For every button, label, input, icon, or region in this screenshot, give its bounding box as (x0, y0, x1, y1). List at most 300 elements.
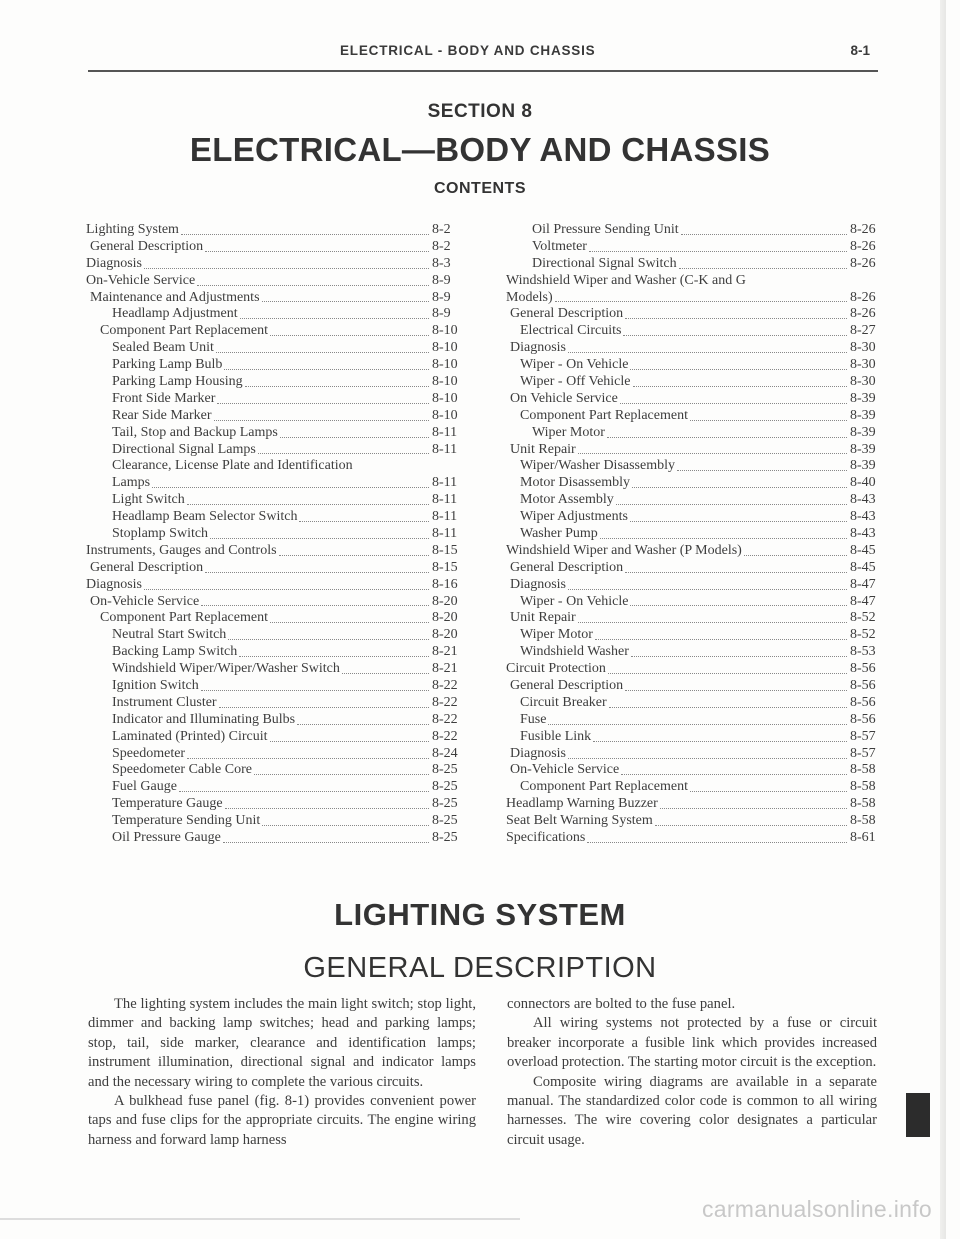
toc-entry-page: 8-26 (850, 289, 876, 305)
toc-leader-dots (621, 773, 847, 775)
toc-entry (506, 222, 876, 239)
toc-leader-dots (299, 520, 429, 522)
toc-entry-label: Stoplamp Switch (112, 526, 209, 542)
toc-entry (506, 695, 876, 712)
toc-entry (506, 374, 876, 391)
toc-leader-dots (224, 368, 429, 370)
toc-leader-dots (625, 571, 847, 573)
toc-entry (86, 374, 458, 391)
toc-entry (506, 256, 876, 273)
toc-entry (506, 763, 876, 780)
toc-leader-dots (181, 233, 429, 235)
toc-entry-page: 8-47 (850, 593, 876, 609)
body-left-column (88, 995, 476, 1150)
toc-entry-label: Fuse (520, 711, 547, 727)
body-paragraph: connectors are bolted to the fuse panel. (507, 996, 736, 1012)
toc-leader-dots (217, 402, 429, 404)
toc-entry (506, 560, 876, 577)
toc-leader-dots (152, 486, 429, 488)
page-bottom-shadow (0, 1218, 520, 1220)
toc-leader-dots (201, 604, 429, 606)
toc-entry-page: 8-45 (850, 542, 876, 558)
toc-entry-label: Wiper Motor (520, 627, 593, 643)
toc-entry-label: Voltmeter (532, 238, 587, 254)
toc-entry (86, 594, 458, 611)
section-label: SECTION 8 (427, 101, 533, 122)
toc-leader-dots (205, 250, 429, 252)
toc-entry-page: 8-39 (850, 424, 876, 440)
toc-entry-page: 8-58 (850, 796, 876, 812)
toc-entry-label: Electrical Circuits (520, 323, 622, 339)
toc-leader-dots (201, 689, 429, 691)
toc-entry-page: 8-20 (432, 593, 458, 609)
toc-entry-page: 8-10 (432, 374, 458, 389)
toc-entry (506, 594, 876, 611)
toc-entry-page: 8-43 (850, 526, 876, 542)
toc-entry-label: Oil Pressure Gauge (112, 830, 221, 846)
toc-entry (506, 306, 876, 323)
toc-entry (506, 357, 876, 374)
body-right-column (507, 995, 877, 1150)
toc-entry-page: 8-39 (850, 390, 876, 406)
toc-entry-label: Temperature Gauge (112, 796, 223, 812)
toc-leader-dots (593, 740, 847, 742)
toc-entry (506, 746, 876, 763)
toc-leader-dots (600, 537, 847, 539)
toc-entry (86, 644, 458, 661)
toc-entry (506, 290, 876, 307)
toc-entry (86, 560, 458, 577)
toc-leader-dots (187, 503, 429, 505)
toc-entry-label: Laminated (Printed) Circuit (112, 728, 268, 744)
toc-leader-dots (630, 368, 847, 370)
toc-entry-label: Lighting System (86, 221, 179, 237)
toc-entry-page: 8-22 (432, 711, 458, 727)
toc-entry (506, 492, 876, 509)
toc-entry-page: 8-24 (432, 745, 458, 761)
toc-entry (506, 779, 876, 796)
toc-entry (506, 408, 876, 425)
toc-entry-label: Instrument Cluster (112, 694, 217, 710)
body-paragraph: A bulkhead fuse panel (fig. 8-1) provides convenient power taps and fuse clips for the appropriate circuits. The engine wiring harness and forward lamp harness (88, 1093, 476, 1148)
contents-label: CONTENTS (434, 180, 526, 197)
toc-entry-label: Windshield Wiper and Washer (P Models) (506, 542, 742, 558)
toc-entry-page: 8-11 (432, 509, 458, 525)
toc-entry-label: Component Part Replacement (100, 610, 268, 626)
toc-entry (506, 729, 876, 746)
header-rule (88, 70, 878, 72)
toc-entry-page: 8-25 (432, 813, 458, 829)
body-paragraph: Composite wiring diagrams are available in a separate manual. The standardized color code is common to all wiring harnesses. The wire covering color designates a particular circuit usage. (507, 1073, 877, 1148)
toc-entry-label: Headlamp Beam Selector Switch (112, 509, 298, 525)
toc-entry-label: Fuel Gauge (112, 779, 177, 795)
toc-entry-page: 8-22 (432, 678, 458, 694)
toc-entry (86, 222, 458, 239)
toc-entry-page: 8-22 (432, 694, 458, 710)
toc-leader-dots (144, 267, 429, 269)
toc-entry-label: Component Part Replacement (520, 779, 688, 795)
toc-entry-label: Specifications (506, 830, 586, 846)
toc-leader-dots (620, 402, 847, 404)
toc-entry-page: 8-57 (850, 745, 876, 761)
toc-leader-dots (197, 284, 429, 286)
toc-leader-dots (258, 452, 429, 454)
toc-entry-label: General Description (510, 306, 624, 322)
toc-entry-page: 8-22 (432, 728, 458, 744)
toc-entry (86, 475, 458, 492)
toc-entry-label: Unit Repair (510, 441, 576, 457)
toc-leader-dots (632, 486, 847, 488)
toc-leader-dots (254, 773, 429, 775)
toc-right-column (506, 222, 876, 847)
toc-entry-label: Ignition Switch (112, 678, 199, 694)
toc-entry-label: Wiper - On Vehicle (520, 357, 629, 373)
toc-entry-label: Component Part Replacement (520, 407, 688, 423)
toc-entry (506, 239, 876, 256)
toc-entry-page: 8-26 (850, 255, 876, 271)
toc-entry-page: 8-21 (432, 661, 458, 677)
toc-entry-label: Maintenance and Adjustments (90, 289, 260, 305)
toc-entry (506, 543, 876, 560)
toc-entry (506, 526, 876, 543)
toc-leader-dots (633, 385, 848, 387)
toc-entry-page: 8-15 (432, 559, 458, 575)
toc-entry-page: 8-56 (850, 678, 876, 694)
body-paragraph: All wiring systems not protected by a fuse or circuit breaker incorporate a fusible link which provides increased overload protection. The starting motor circuit is the exception. (507, 1015, 877, 1071)
toc-entry-label: Washer Pump (520, 526, 598, 542)
toc-entry-label: Seat Belt Warning System (506, 813, 653, 829)
toc-entry-label: Wiper - Off Vehicle (520, 374, 631, 389)
toc-entry-label: Headlamp Adjustment (112, 306, 238, 322)
toc-leader-dots (297, 723, 429, 725)
toc-leader-dots (219, 706, 429, 708)
toc-entry-page: 8-26 (850, 221, 876, 237)
toc-entry-page: 8-21 (432, 644, 458, 660)
toc-entry-page: 8-9 (432, 306, 451, 322)
toc-leader-dots (578, 621, 847, 623)
toc-entry-page: 8-11 (432, 492, 458, 508)
toc-leader-dots (270, 621, 429, 623)
toc-entry-page: 8-56 (850, 661, 876, 677)
toc-leader-dots (225, 807, 429, 809)
toc-entry-label: Headlamp Warning Buzzer (506, 796, 658, 812)
toc-entry (86, 813, 458, 830)
toc-leader-dots (655, 824, 847, 826)
toc-leader-dots (660, 807, 847, 809)
toc-leader-dots (187, 757, 429, 759)
toc-entry-page: 8-53 (850, 644, 876, 660)
toc-entry-label: Diagnosis (86, 576, 142, 592)
toc-leader-dots (223, 841, 429, 843)
toc-entry-page: 8-11 (432, 424, 458, 440)
toc-entry-label: Instruments, Gauges and Controls (86, 542, 277, 558)
toc-entry-label: Wiper Motor (532, 424, 605, 440)
toc-entry-label: Speedometer Cable Core (112, 762, 252, 778)
toc-leader-dots (210, 537, 429, 539)
toc-entry (506, 391, 876, 408)
section-thumb-tab (906, 1093, 930, 1137)
toc-entry-page: 8-27 (850, 323, 876, 339)
toc-entry (86, 256, 458, 273)
toc-entry (506, 425, 876, 442)
body-paragraph: The lighting system includes the main light switch; stop light, dimmer and backing lamp switches; head and parking lamps; stop, tail, side marker, clearance and identification lamps; instrument illumination, directional signal and indicator lamps and the necessary wiring to complete the various circuits. (88, 996, 476, 1090)
toc-leader-dots (568, 588, 847, 590)
toc-leader-dots (587, 841, 847, 843)
toc-leader-dots (342, 672, 429, 674)
toc-entry (86, 661, 458, 678)
toc-leader-dots (630, 604, 847, 606)
toc-entry (86, 526, 458, 543)
toc-entry-label: Windshield Wiper/Wiper/Washer Switch (112, 661, 340, 677)
toc-leader-dots (179, 790, 429, 792)
toc-entry-label: Models) (506, 289, 553, 305)
toc-leader-dots (239, 655, 429, 657)
toc-leader-dots (280, 436, 429, 438)
toc-left-column (86, 222, 458, 847)
toc-entry (506, 813, 876, 830)
toc-leader-dots (228, 638, 429, 640)
toc-entry (86, 425, 458, 442)
toc-entry-page: 8-39 (850, 458, 876, 474)
toc-entry (506, 577, 876, 594)
toc-entry-page: 8-10 (432, 357, 458, 373)
toc-entry-page: 8-26 (850, 306, 876, 322)
toc-entry-page: 8-45 (850, 559, 876, 575)
toc-entry (86, 458, 458, 475)
toc-entry-label: Circuit Breaker (520, 694, 607, 710)
toc-entry (506, 627, 876, 644)
toc-entry (86, 627, 458, 644)
toc-leader-dots (690, 790, 847, 792)
toc-entry-label: Front Side Marker (112, 390, 216, 406)
toc-entry-page: 8-9 (432, 289, 451, 305)
toc-leader-dots (568, 757, 847, 759)
toc-entry-page: 8-39 (850, 441, 876, 457)
toc-entry-page: 8-47 (850, 576, 876, 592)
toc-entry-label: Circuit Protection (506, 661, 606, 677)
toc-entry-page: 8-52 (850, 627, 876, 643)
watermark: carmanualsonline.info (701, 1196, 932, 1222)
toc-entry (86, 610, 458, 627)
toc-entry-label: Diagnosis (510, 340, 566, 356)
toc-entry (86, 273, 458, 290)
toc-entry (86, 442, 458, 459)
toc-entry-page: 8-15 (432, 542, 458, 558)
toc-entry-label: Motor Assembly (520, 492, 614, 508)
toc-entry (506, 509, 876, 526)
toc-entry-page: 8-26 (850, 238, 876, 254)
toc-entry-page: 8-9 (432, 272, 451, 288)
toc-leader-dots (262, 300, 429, 302)
toc-entry (86, 746, 458, 763)
toc-entry (86, 323, 458, 340)
toc-entry (506, 273, 876, 290)
toc-entry-page: 8-25 (432, 796, 458, 812)
toc-entry-page: 8-58 (850, 779, 876, 795)
toc-entry (86, 796, 458, 813)
toc-entry-label: Parking Lamp Housing (112, 374, 243, 389)
toc-entry-label: Rear Side Marker (112, 407, 212, 423)
toc-entry-page: 8-30 (850, 374, 876, 389)
toc-leader-dots (608, 672, 847, 674)
toc-leader-dots (589, 250, 847, 252)
general-description-heading: GENERAL DESCRIPTION (303, 952, 657, 984)
toc-leader-dots (270, 740, 429, 742)
toc-entry-page: 8-58 (850, 813, 876, 829)
toc-entry-label: Wiper Adjustments (520, 509, 628, 525)
toc-entry-page: 8-56 (850, 694, 876, 710)
toc-entry (86, 391, 458, 408)
toc-entry-label: On-Vehicle Service (86, 272, 196, 288)
toc-entry (506, 323, 876, 340)
toc-entry-page: 8-16 (432, 576, 458, 592)
toc-entry-label: Directional Signal Lamps (112, 441, 256, 457)
toc-entry-page: 8-39 (850, 407, 876, 423)
toc-entry (86, 577, 458, 594)
toc-leader-dots (595, 638, 847, 640)
toc-leader-dots (240, 317, 429, 319)
toc-entry-label: Wiper/Washer Disassembly (520, 458, 675, 474)
toc-entry (86, 729, 458, 746)
toc-entry-page: 8-25 (432, 830, 458, 846)
toc-leader-dots (744, 554, 847, 556)
toc-entry-label: Parking Lamp Bulb (112, 357, 223, 373)
toc-entry-page: 8-10 (432, 340, 458, 356)
toc-entry (506, 796, 876, 813)
toc-entry-label: General Description (510, 678, 624, 694)
toc-entry-page: 8-2 (432, 238, 451, 254)
toc-leader-dots (262, 824, 429, 826)
toc-entry-page: 8-43 (850, 492, 876, 508)
toc-leader-dots (578, 452, 847, 454)
toc-entry (86, 492, 458, 509)
toc-entry-page: 8-57 (850, 728, 876, 744)
toc-entry-page: 8-10 (432, 407, 458, 423)
toc-entry-label: Motor Disassembly (520, 475, 631, 491)
toc-leader-dots (625, 689, 847, 691)
toc-leader-dots (607, 436, 847, 438)
toc-entry-page: 8-20 (432, 627, 458, 643)
toc-entry-label: Tail, Stop and Backup Lamps (112, 424, 278, 440)
toc-entry-label: Lamps (112, 475, 151, 491)
toc-entry (86, 408, 458, 425)
toc-leader-dots (568, 351, 847, 353)
toc-leader-dots (681, 233, 847, 235)
toc-entry-page: 8-11 (432, 475, 458, 491)
toc-entry-page: 8-20 (432, 610, 458, 626)
toc-entry (86, 830, 458, 847)
toc-leader-dots (625, 317, 847, 319)
toc-entry (506, 340, 876, 357)
lighting-system-heading: LIGHTING SYSTEM (334, 897, 626, 932)
toc-entry-page: 8-3 (432, 255, 451, 271)
toc-entry (506, 442, 876, 459)
toc-entry (86, 509, 458, 526)
toc-leader-dots (616, 503, 847, 505)
toc-entry (86, 340, 458, 357)
toc-entry-label: Diagnosis (510, 745, 566, 761)
toc-entry-label: On-Vehicle Service (510, 762, 620, 778)
toc-entry-label: Component Part Replacement (100, 323, 268, 339)
toc-entry-page: 8-25 (432, 779, 458, 795)
toc-entry-label: Wiper - On Vehicle (520, 593, 629, 609)
toc-leader-dots (270, 334, 429, 336)
toc-entry-label: Diagnosis (510, 576, 566, 592)
toc-entry-label: Light Switch (112, 492, 185, 508)
toc-entry-label: Windshield Washer (520, 644, 629, 660)
toc-entry (86, 712, 458, 729)
toc-leader-dots (279, 554, 429, 556)
toc-entry (86, 543, 458, 560)
toc-entry-page: 8-40 (850, 475, 876, 491)
toc-entry (506, 610, 876, 627)
toc-leader-dots (214, 419, 429, 421)
page-number: 8-1 (850, 43, 870, 58)
toc-entry-label: Indicator and Illuminating Bulbs (112, 711, 296, 727)
toc-entry-label: Clearance, License Plate and Identification (112, 458, 353, 474)
toc-entry (506, 830, 876, 847)
toc-entry-page: 8-58 (850, 762, 876, 778)
toc-leader-dots (630, 520, 847, 522)
toc-entry-label: General Description (510, 559, 624, 575)
toc-entry (86, 678, 458, 695)
toc-entry-label: General Description (90, 238, 204, 254)
toc-entry (86, 357, 458, 374)
toc-entry-label: Windshield Wiper and Washer (C-K and G (506, 272, 746, 288)
toc-leader-dots (555, 300, 847, 302)
toc-entry-label: On Vehicle Service (510, 390, 618, 406)
toc-entry-page: 8-11 (432, 441, 458, 457)
toc-leader-dots (677, 469, 847, 471)
toc-entry-label: Diagnosis (86, 255, 142, 271)
toc-entry (86, 695, 458, 712)
toc-entry (86, 306, 458, 323)
toc-leader-dots (216, 351, 429, 353)
toc-leader-dots (631, 655, 847, 657)
toc-entry (506, 644, 876, 661)
toc-entry-label: Unit Repair (510, 610, 576, 626)
toc-leader-dots (144, 588, 429, 590)
toc-entry-page: 8-30 (850, 340, 876, 356)
toc-leader-dots (548, 723, 847, 725)
toc-entry (86, 763, 458, 780)
section-title: ELECTRICAL—BODY AND CHASSIS (189, 131, 771, 168)
toc-entry (506, 678, 876, 695)
toc-entry-label: On-Vehicle Service (90, 593, 200, 609)
toc-leader-dots (690, 419, 847, 421)
toc-entry (506, 475, 876, 492)
toc-entry-label: Speedometer (112, 745, 186, 761)
toc-entry (86, 239, 458, 256)
page-edge-shadow (940, 0, 946, 1239)
toc-leader-dots (679, 267, 847, 269)
toc-entry-page: 8-56 (850, 711, 876, 727)
toc-entry (506, 458, 876, 475)
toc-leader-dots (623, 334, 847, 336)
toc-entry-label: Neutral Start Switch (112, 627, 227, 643)
toc-leader-dots (205, 571, 429, 573)
toc-entry-page: 8-10 (432, 323, 458, 339)
toc-entry (86, 779, 458, 796)
toc-leader-dots (245, 385, 429, 387)
toc-entry-label: Oil Pressure Sending Unit (532, 221, 679, 237)
running-head: ELECTRICAL - BODY AND CHASSIS (340, 43, 596, 58)
toc-entry-label: Temperature Sending Unit (112, 813, 261, 829)
toc-entry-page: 8-11 (432, 526, 458, 542)
toc-entry-page: 8-25 (432, 762, 458, 778)
toc-entry-page: 8-52 (850, 610, 876, 626)
toc-entry (506, 661, 876, 678)
